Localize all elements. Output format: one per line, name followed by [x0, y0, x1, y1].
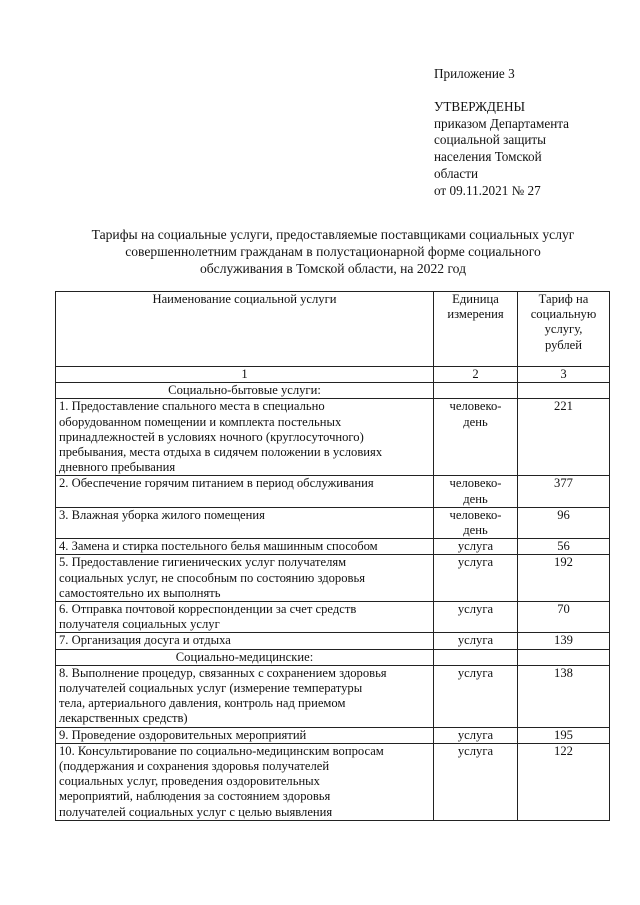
column-number-row — [56, 367, 610, 383]
service-name — [56, 633, 434, 649]
service-name-line: 4. Замена и стирка постельного белья машинным способом — [59, 539, 378, 554]
service-name-line: получателя социальных услуг — [59, 617, 220, 632]
tariff-value: 139 — [518, 633, 610, 649]
header-tariff-text: социальную — [530, 307, 597, 322]
unit-text: услуга — [457, 633, 494, 648]
header-tariff-text: рублей — [545, 337, 582, 352]
column-number: 2 — [434, 367, 518, 383]
table-row — [56, 743, 610, 820]
service-name-line: 10. Консультирование по социально-медицинским вопросам — [59, 743, 384, 758]
column-number: 1 — [56, 367, 434, 383]
unit-cell — [434, 633, 518, 649]
unit-text: услуга — [457, 665, 494, 680]
service-name-line: социальных услуг, не способным по состоянию здоровья — [59, 570, 366, 585]
service-name-line: принадлежностей в условиях ночного (круглосуточного) — [59, 429, 364, 444]
table-row — [56, 507, 610, 538]
approved-label: УТВЕРЖДЕНЫ — [434, 98, 526, 114]
table-header-row — [56, 292, 610, 367]
service-name-line: оборудованном помещении и комплекта постельных — [59, 414, 342, 429]
table-row — [56, 476, 610, 507]
service-name-line: 2. Обеспечение горячим питанием в период обслуживания — [59, 476, 374, 491]
header-unit — [434, 292, 518, 367]
approval-line: населения Томской — [434, 149, 542, 165]
spacer — [434, 83, 634, 99]
approval-line: приказом Департамента — [434, 115, 570, 131]
unit-text: услуга — [457, 743, 494, 758]
title-line: обслуживания в Томской области, на 2022 год — [199, 261, 467, 277]
tariff-value: 122 — [518, 743, 610, 820]
tariff-value: 221 — [518, 399, 610, 476]
empty-cell — [434, 383, 518, 399]
table-row — [56, 665, 610, 727]
approval-block — [434, 66, 634, 200]
table-row — [56, 555, 610, 602]
service-name — [56, 602, 434, 633]
service-name — [56, 507, 434, 538]
title-line: совершеннолетним гражданам в полустационарной форме социального — [125, 244, 541, 260]
service-name-line: пребывания, места отдыха в сидячем положении в условиях — [59, 445, 383, 460]
tariff-value: 138 — [518, 665, 610, 727]
title-line: Тарифы на социальные услуги, предоставляемые поставщиками социальных услуг — [91, 227, 575, 242]
unit-cell — [434, 665, 518, 727]
header-tariff-text: услугу, — [544, 322, 583, 337]
service-name-line: 3. Влажная уборка жилого помещения — [59, 507, 265, 522]
unit-cell — [434, 507, 518, 538]
tariff-value: 377 — [518, 476, 610, 507]
service-name-line: (поддержания и сохранения здоровья получателей — [59, 759, 330, 774]
unit-text: человеко- — [449, 507, 502, 522]
header-name-text: Наименование социальной услуги — [152, 292, 337, 306]
unit-text: человеко- — [449, 476, 502, 491]
service-name — [56, 476, 434, 507]
unit-cell — [434, 539, 518, 555]
service-name — [56, 399, 434, 476]
unit-cell — [434, 727, 518, 743]
unit-cell — [434, 476, 518, 507]
service-name-line: 1. Предоставление спального места в специально — [59, 399, 325, 414]
unit-cell — [434, 399, 518, 476]
unit-text: человеко- — [449, 399, 502, 414]
service-name-line: 7. Организация досуга и отдыха — [59, 633, 231, 648]
table-row — [56, 727, 610, 743]
column-number: 3 — [518, 367, 610, 383]
approval-line: области — [434, 165, 479, 181]
service-name-line: мероприятий, наблюдения за состоянием здоровья — [59, 789, 331, 804]
service-name-line: 9. Проведение оздоровительных мероприятий — [59, 727, 307, 742]
empty-cell — [434, 649, 518, 665]
service-name-line: тела, артериального давления, контроль над приемом — [59, 696, 346, 711]
section-row — [56, 649, 610, 665]
service-name — [56, 743, 434, 820]
unit-text: услуга — [457, 727, 494, 742]
tariff-value: 195 — [518, 727, 610, 743]
unit-text: услуга — [457, 602, 494, 617]
section-row — [56, 383, 610, 399]
unit-text: услуга — [457, 539, 494, 554]
unit-cell — [434, 555, 518, 602]
unit-text: день — [463, 523, 488, 538]
approval-date: от 09.11.2021 № 27 — [434, 182, 541, 198]
empty-cell — [518, 649, 610, 665]
header-tariff-text: Тариф на — [538, 292, 589, 306]
unit-text: день — [463, 491, 488, 506]
service-name-line: 6. Отправка почтовой корреспонденции за счет средств — [59, 602, 357, 617]
service-name-line: самостоятельно их выполнять — [59, 585, 221, 600]
table-row — [56, 399, 610, 476]
section-title: Социально-медицинские: — [56, 649, 434, 665]
tariff-value: 56 — [518, 539, 610, 555]
service-name — [56, 539, 434, 555]
unit-cell — [434, 602, 518, 633]
tariff-value: 192 — [518, 555, 610, 602]
service-name-line: дневного пребывания — [59, 460, 176, 475]
header-unit-text: измерения — [447, 307, 504, 322]
appendix-label: Приложение 3 — [434, 66, 515, 81]
header-unit-text: Единица — [452, 292, 499, 306]
document-title — [50, 226, 616, 278]
tariff-value: 70 — [518, 602, 610, 633]
service-name-line: получателей социальных услуг с целью выявления — [59, 804, 333, 819]
unit-cell — [434, 743, 518, 820]
service-name-line: 5. Предоставление гигиенических услуг получателям — [59, 555, 347, 570]
social-medical-rows — [56, 665, 610, 820]
service-name-line: социальных услуг, проведения оздоровительных — [59, 774, 320, 789]
service-name — [56, 727, 434, 743]
table-row — [56, 633, 610, 649]
service-name-line: 8. Выполнение процедур, связанных с сохранением здоровья — [59, 665, 387, 680]
social-household-rows — [56, 399, 610, 649]
empty-cell — [518, 383, 610, 399]
table-row — [56, 539, 610, 555]
unit-text: услуга — [457, 555, 494, 570]
header-tariff — [518, 292, 610, 367]
table-row — [56, 602, 610, 633]
section-title: Социально-бытовые услуги: — [56, 383, 434, 399]
service-name-line: получателей социальных услуг (измерение температуры — [59, 681, 363, 696]
tariff-table — [55, 291, 610, 821]
approval-line: социальной защиты — [434, 132, 547, 148]
service-name — [56, 665, 434, 727]
tariff-value: 96 — [518, 507, 610, 538]
service-name — [56, 555, 434, 602]
unit-text: день — [463, 414, 488, 429]
header-name — [56, 292, 434, 367]
service-name-line: лекарственных средств) — [59, 711, 188, 726]
